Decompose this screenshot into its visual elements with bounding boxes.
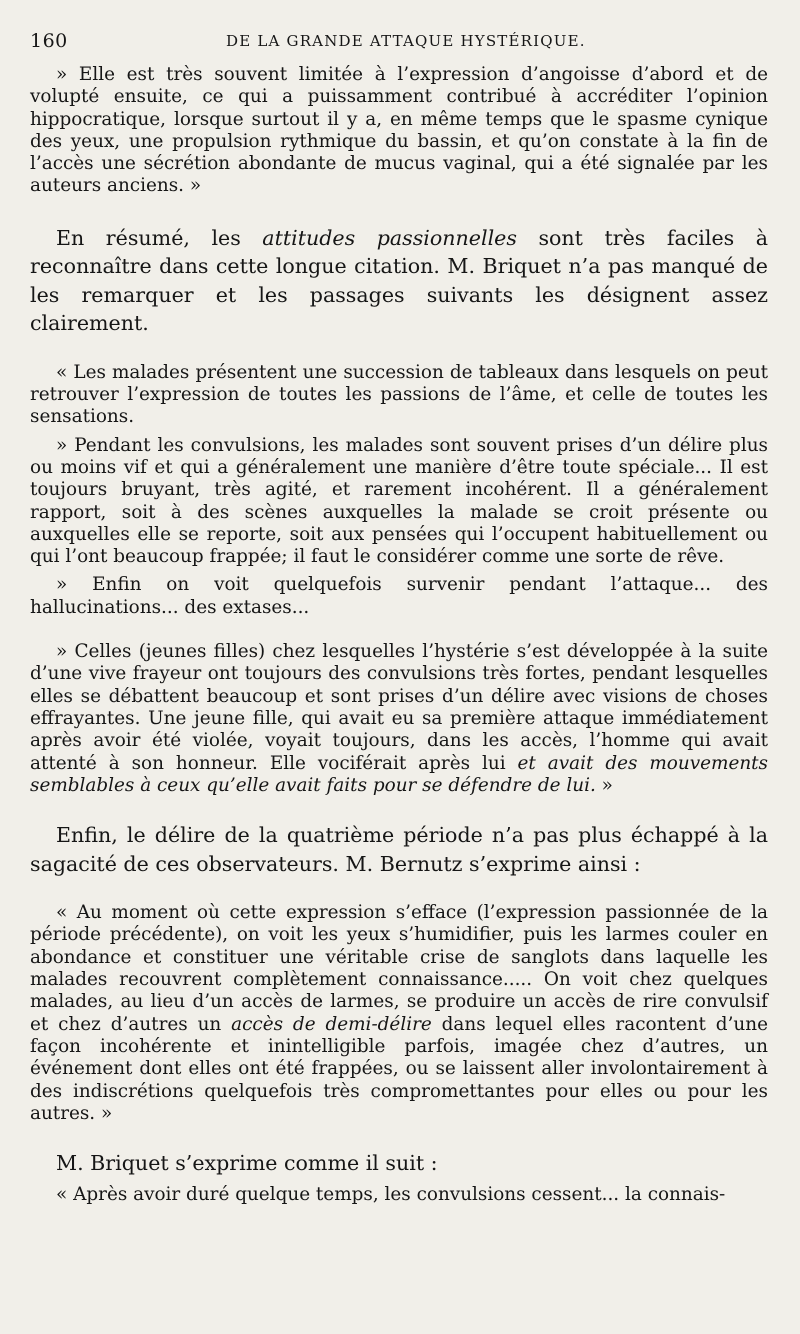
- quote-text: « Après avoir duré quelque temps, les convulsions cessent... la connais-: [56, 1183, 726, 1205]
- running-title: DE LA GRANDE ATTAQUE HYSTÉRIQUE.: [226, 32, 586, 50]
- quote-text: « Au moment où cette expression s’efface (l’expression passionnée de la période précédente), on voit les yeux s’humidifier, puis les larmes couler en abondance et constituer une véritable crise de sanglots dans laquelle les malades recouvrent complètement connaissance..... On voit chez quelques malades, au lieu d’un accès de larmes, se produire un accès de rire convulsif et chez d’autres un: [30, 902, 768, 1035]
- emphasis-text: accès de demi-délire: [231, 1013, 432, 1035]
- quote-text: » Enfin on voit quelquefois survenir pendant l’attaque... des hallucinations... des extases...: [30, 574, 768, 618]
- page-number: 160: [30, 30, 68, 52]
- running-header: [30, 30, 770, 58]
- emphasis-text: et avait des mouvements semblables à ceux qu’elle avait faits pour se défendre de lui.: [30, 752, 768, 796]
- page-body: [30, 64, 768, 1206]
- body-paragraph: [30, 1149, 768, 1178]
- quote-paragraph: [30, 902, 768, 1125]
- paragraph-text: En résumé, les: [56, 225, 263, 250]
- quote-text: » Pendant les convulsions, les malades sont souvent prises d’un délire plus ou moins vif et qui a généralement une manière d’être toute spéciale... Il est toujours bruyant, très agité, et rarement incohérent. Il a généralement rapport, soit à des scènes auxquelles la malade se croit présente ou auxquelles elle se reporte, soit aux pensées qui l’occupent habituellement ou qui l’ont beaucoup frappée; il faut le considérer comme une sorte de rêve.: [30, 434, 768, 568]
- quote-text: »: [595, 774, 613, 796]
- paragraph-text: sont très faciles à reconnaître dans cette longue citation. M. Briquet n’a pas manqué de les remarquer et les passages suivants les désignent assez clairement.: [30, 225, 768, 336]
- paragraph-text: M. Briquet s’exprime comme il suit :: [56, 1151, 438, 1176]
- quote-paragraph: [30, 1184, 768, 1206]
- quote-paragraph: [30, 362, 768, 429]
- quote-paragraph: [30, 435, 768, 569]
- emphasis-text: attitudes passionnelles: [262, 225, 517, 250]
- body-paragraph: [30, 224, 768, 338]
- quote-paragraph: [30, 64, 768, 198]
- paragraph-text: Enfin, le délire de la quatrième période n’a pas plus échappé à la sagacité de ces observateurs. M. Bernutz s’exprime ainsi :: [30, 823, 768, 876]
- quote-paragraph: [30, 641, 768, 797]
- quote-text: « Les malades présentent une succession de tableaux dans lesquels on peut retrouver l’expression de toutes les passions de l’âme, et celle de toutes les sensations.: [30, 361, 768, 428]
- quote-paragraph: [30, 574, 768, 619]
- quote-text: » Elle est très souvent limitée à l’expression d’angoisse d’abord et de volupté ensuite, ce qui a puissamment contribué à accréditer l’opinion hippocratique, lorsque surtout il y a, en même temps que le spasme cynique des yeux, une propulsion rythmique du bassin, et qu’on constate à la fin de l’accès une sécrétion abondante de mucus vaginal, qui a été signalée par les auteurs anciens. »: [30, 64, 768, 197]
- body-paragraph: [30, 821, 768, 878]
- quote-text: dans lequel elles racontent d’une façon incohérente et inintelligible parfois, imagée chez d’autres, un événement dont elles ont été frappées, ou se laissent aller involontairement à des indiscrétions quelquefois très compromettantes pour elles ou pour les autres. »: [30, 1013, 768, 1124]
- quote-text: » Celles (jeunes filles) chez lesquelles l’hystérie s’est développée à la suite d’une vive frayeur ont toujours des convulsions très fortes, pendant lesquelles elles se débattent beaucoup et sont prises d’un délire avec visions de choses effrayantes. Une jeune fille, qui avait eu sa première attaque immédiatement après avoir été violée, voyait toujours, dans les accès, l’homme qui avait attenté à son honneur. Elle vociférait après lui: [30, 641, 768, 774]
